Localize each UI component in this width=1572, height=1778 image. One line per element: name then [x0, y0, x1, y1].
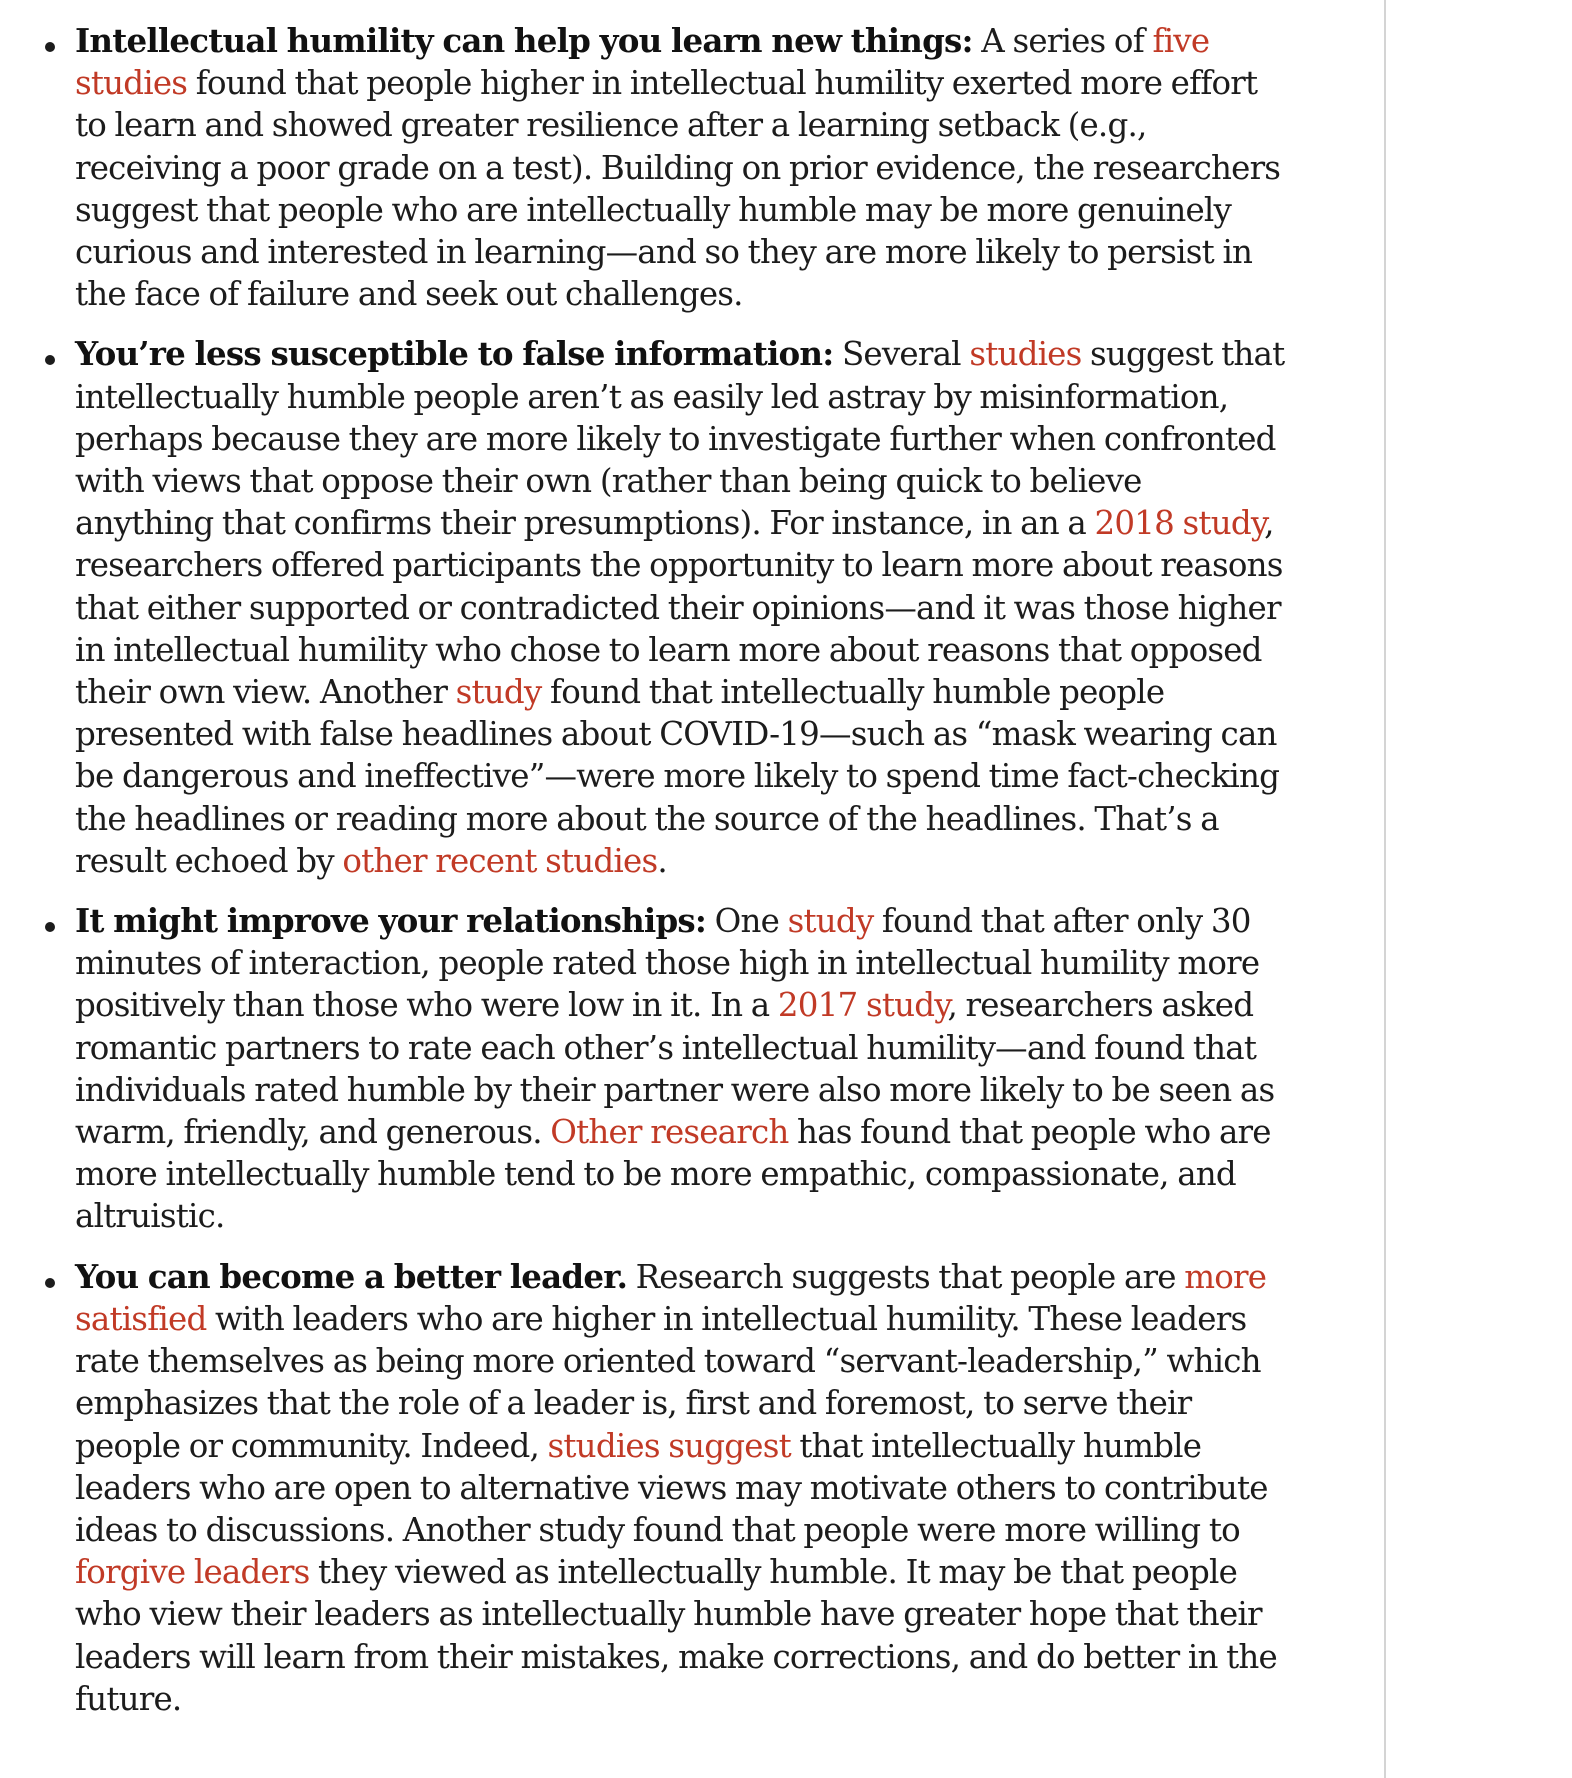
item-text: , researchers asked romantic partners to rate each other’s intellectual humility—and found that individuals rated humble by their partner were also more likely to be seen as warm, friendly, and generous. [75, 986, 1275, 1152]
item-text: they viewed as intellectually humble. It may be that people who view their leaders as intellectually humble have greater hope that their leaders will learn from their mistakes, make corrections, and do better in the future. [75, 1553, 1277, 1718]
item-text: Several [833, 335, 970, 374]
studies-link[interactable]: studies [969, 335, 1082, 374]
more-satisfied-link[interactable]: more satisfied [75, 1257, 1267, 1338]
list-item-relationships [0, 900, 1386, 1238]
bullet-icon [45, 42, 55, 52]
item-heading: You can become a better leader. [75, 1256, 628, 1296]
item-text: found that after only 30 minutes of interaction, people rated those high in intellectual humility more positively than those who were low in it. In a [75, 902, 1260, 1025]
bullet-icon [45, 922, 55, 932]
item-text: A series of [972, 22, 1153, 60]
study-link[interactable]: study [455, 673, 542, 712]
item-text: . [657, 841, 667, 880]
studies-suggest-link[interactable]: studies suggest [547, 1426, 791, 1465]
five-studies-link[interactable]: five studies [75, 22, 1210, 103]
item-text: that intellectually humble leaders who are open to alternative views may motivate others to contribute ideas to discussions. Another study found that people were more willing to [75, 1426, 1268, 1549]
article-body [0, 20, 1386, 1738]
item-text: One [706, 902, 788, 941]
findings-list [0, 20, 1386, 1720]
item-heading: It might improve your relationships: [75, 901, 707, 941]
item-text: suggest that intellectually humble people aren’t as easily led astray by misinformation, perhaps because they are more likely to investigate further when confronted with views that oppose their own (rather than being quick to believe anything that confirms their presumptions). For instance, in an a [75, 335, 1285, 543]
item-heading: You’re less susceptible to false information: [75, 334, 834, 374]
list-item-leadership [0, 1256, 1386, 1720]
forgive-leaders-link[interactable]: forgive leaders [75, 1553, 310, 1592]
item-text: found that intellectually humble people presented with false headlines about COVID-19—such as “mask wearing can be dangerous and ineffective”—were more likely to spend time fact-checking the headlines or reading more about the source of the headlines. That’s a result echoed by [75, 673, 1280, 880]
item-text: found that people higher in intellectual humility exerted more effort to learn and showed greater resilience after a learning setback (e.g., receiving a poor grade on a test). Building on prior evidence, the researchers suggest that people who are intellectually humble may be more genuinely curious and interested in learning—and so they are more likely to persist in the face of failure and seek out challenges. [75, 64, 1281, 314]
bullet-icon [45, 355, 55, 365]
bullet-icon [45, 1278, 55, 1288]
item-text: , researchers offered participants the opportunity to learn more about reasons that either supported or contradicted their opinions—and it was those higher in intellectual humility who chose to learn more about reasons that opposed their own view. Another [75, 504, 1283, 712]
item-text: Research suggests that people are [627, 1257, 1185, 1296]
item-text: has found that people who are more intellectually humble tend to be more empathic, compassionate, and altruistic. [75, 1113, 1271, 1236]
item-text: with leaders who are higher in intellectual humility. These leaders rate themselves as being more oriented toward “servant-leadership,” which emphasizes that the role of a leader is, first and foremost, to serve their people or community. Indeed, [75, 1299, 1261, 1465]
2018-study-link[interactable]: 2018 study [1094, 504, 1265, 543]
list-item-learning [0, 20, 1386, 315]
other-recent-studies-link[interactable]: other recent studies [342, 841, 658, 880]
2017-study-link[interactable]: 2017 study [777, 986, 948, 1025]
list-item-false-information [0, 333, 1386, 882]
other-research-link[interactable]: Other research [550, 1113, 789, 1152]
study-link[interactable]: study [787, 902, 874, 941]
item-heading: Intellectual humility can help you learn new things: [75, 21, 973, 60]
